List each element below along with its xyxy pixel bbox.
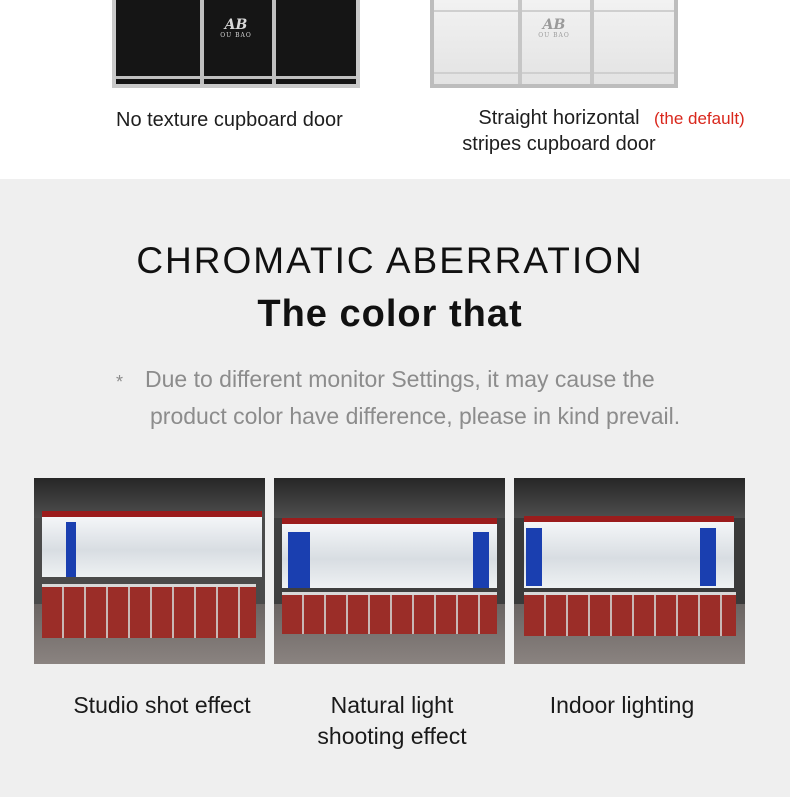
- disclaimer-line1: Due to different monitor Settings, it may cause the: [145, 366, 655, 392]
- photo-ceiling: [514, 478, 745, 518]
- logo-text: OU BAO: [220, 32, 252, 39]
- aquarium-side-panel: [66, 522, 76, 577]
- note-marker: *: [116, 372, 124, 392]
- aquarium-cabinet: [524, 592, 736, 636]
- logo-mark: AB: [542, 17, 566, 33]
- default-option-note: (the default): [654, 109, 745, 128]
- silver-door-caption-line1: Straight horizontal: [478, 107, 640, 129]
- aquarium-side-panel: [473, 532, 489, 588]
- natural-light-label: [276, 690, 508, 752]
- brand-logo: [220, 18, 252, 39]
- door-panel-divider: [518, 0, 522, 84]
- door-options-section: [0, 0, 790, 179]
- section-subtitle: The color that: [257, 293, 523, 335]
- studio-shot-label: Studio shot effect: [73, 692, 251, 718]
- section-title: CHROMATIC ABERRATION: [136, 240, 644, 281]
- natural-light-photo: [274, 478, 505, 664]
- silver-door-caption: [453, 105, 665, 157]
- door-panel-divider: [200, 0, 204, 84]
- aquarium-cabinet: [282, 592, 497, 634]
- silver-cupboard-door-image: [430, 0, 678, 88]
- natural-light-label-line1: Natural light: [330, 692, 454, 718]
- door-bottom-rail: [116, 76, 356, 79]
- aquarium-side-panel: [288, 532, 310, 588]
- door-panel-divider: [272, 0, 276, 84]
- photo-ceiling: [274, 478, 505, 518]
- black-door-caption: No texture cupboard door: [116, 109, 343, 131]
- indoor-lighting-label: Indoor lighting: [549, 692, 695, 718]
- natural-light-label-line2: shooting effect: [317, 723, 467, 749]
- disclaimer-line2: product color have difference, please in kind prevail.: [150, 403, 681, 429]
- aquarium-cabinet: [42, 584, 256, 638]
- aquarium-tank: [282, 518, 497, 588]
- black-cupboard-door-image: [112, 0, 360, 88]
- silver-door-caption-line2: stripes cupboard door: [462, 133, 656, 155]
- door-panel-divider: [590, 0, 594, 84]
- studio-shot-photo: [34, 478, 265, 664]
- aquarium-side-panel: [526, 528, 542, 586]
- logo-text: OU BAO: [538, 32, 570, 39]
- aquarium-side-panel: [700, 528, 716, 586]
- door-stripe: [434, 10, 674, 12]
- door-stripe: [434, 72, 674, 74]
- logo-mark: AB: [224, 17, 248, 33]
- brand-logo: [538, 18, 570, 39]
- indoor-lighting-photo: [514, 478, 745, 664]
